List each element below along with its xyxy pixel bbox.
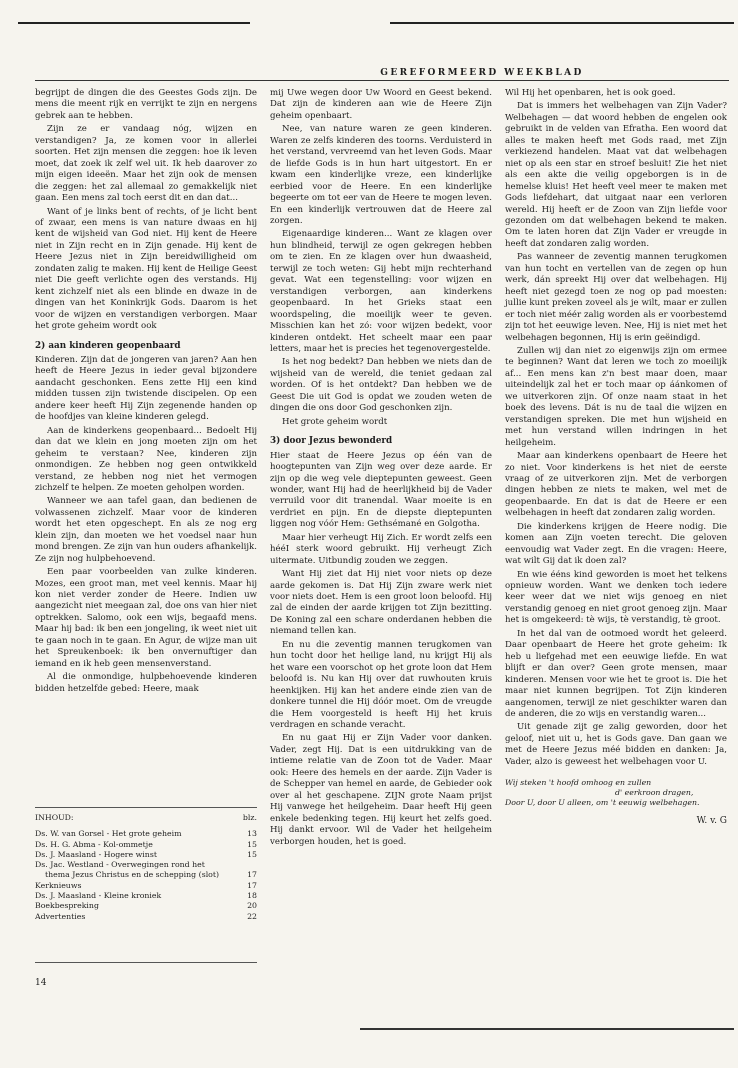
- paragraph: En wie ééns kind geworden is moet het telkens opnieuw worden. Want we denken toch iedere keer weer dat we niet wijs genoeg en niet verstandig genoeg en niet groot genoeg zijn. Maar het is omgekeerd: tè wijs, tè verstandig, tè groot.: [505, 569, 727, 626]
- paragraph: Uit genade zijt ge zalig geworden, door het geloof, niet uit u, het is Gods gave. Dan gaan we met de Heere Jezus méé bidden en danken: Ja, Vader, alzo is geweest het welbehagen voor U.: [505, 722, 727, 767]
- toc-entry: Boekbespreking 20: [35, 901, 257, 911]
- paragraph: Pas wanneer de zeventig mannen terugkomen van hun tocht en vertellen van de zegen op hun werk, dán spreekt Hij over dat welbehagen. Hij heeft niet gezegd toen ze nog op pad moesten: jullie kunt preken zoveel als je wilt, maar er zullen er toch niet méér zalig worden als er voorbestemd zijn tot het eeuwige leven. Nee, Hij is niet met het welbehagen begonnen, Hij is erin geëindigd.: [505, 252, 727, 343]
- paragraph: begrijpt de dingen die des Geestes Gods zijn. De mens die meent rijk en verrijkt te zijn en nergens gebrek aan te hebben.: [35, 88, 257, 121]
- toc-entry: thema Jezus Christus en de schepping (slot) 17: [45, 870, 257, 880]
- toc-entry: Ds. W. van Gorsel - Het grote geheim 13: [35, 829, 257, 839]
- top-rule-gap: [250, 21, 390, 25]
- paragraph: Maar hier verheugt Hij Zich. Er wordt zelfs een hééI sterk woord gebruikt. Hij verheugt Zich uitermate. Uitbundig zouden we zeggen.: [270, 532, 492, 566]
- paragraph: Zijn ze er vandaag nóg, wijzen en verstandigen? Ja, ze komen voor in allerlei soorten. Het zijn mensen die zeggen: hoe ik leven moet, dat zoek ik zelf wel uit. Ik heb daarover zo mijn eigen ideeën. Maar het zijn ook de mensen die zeggen: het zal allemaal zo gemakkelijk niet gaan. Een mens zal toch eerst dit en dan dat...: [35, 124, 257, 204]
- paragraph: Kinderen. Zijn dat de jongeren van jaren? Aan hen heeft de Heere Jezus in ieder geval bijzondere aandacht geschonken. Eens zette Hij een kind midden tussen zijn twistende discipelen. Op een andere keer heeft Hij Zijn zegenende handen op de hoofdjes van kleine kinderen gelegd.: [35, 354, 257, 423]
- paragraph: Is het nog bedekt? Dan hebben we niets dan de wijsheid van de wereld, die teniet gedaan zal worden. Of is het ontdekt? Dan hebben we de Geest Die uit God is opdat we zouden weten de dingen die ons door God geschonken zijn.: [270, 357, 492, 414]
- paragraph: En nu gaat Hij er Zijn Vader voor danken. Vader, zegt Hij. Dat is een uitdrukking van de intieme relatie van de Zoon tot de Vader. Maar ook: Heere des hemels en der aarde. Zijn Vader is de Schepper van hemel en aarde, de Gebieder ook over al het geschapene. ZIJN grote Naam prijst Hij vanwege het heilgeheim. Daar heeft Hij geen enkele bedenking tegen. Hij keurt het zelfs goed. Hij dankt ervoor. Wil de Vader het heilgeheim verborgen houden, het is goed.: [270, 733, 492, 847]
- paragraph: Die kinderkens krijgen de Heere nodig. Die komen aan Zijn voeten terecht. Die geloven eenvoudig wat Vader zegt. En die vragen: Heere, wat wilt Gij dat ik doen zal?: [505, 521, 727, 567]
- section-heading-3: 3) door Jezus bewonderd: [270, 436, 393, 447]
- paragraph: mij Uwe wegen door Uw Woord en Geest bekend. Dat zijn de kinderen aan wie de Heere Zijn geheim openbaart.: [270, 88, 492, 121]
- paragraph: Zullen wij dan niet zo eigenwijs zijn om ermee te beginnen? Want dat leren we toch zo moeilijk af... Een mens kan z'n best maar doen, maar uiteindelijk zal het er toch maar op áánkomen of we uitverkoren zijn. Of onze naam staat in het boek des levens. Dát is nu de taal die wijzen en verstandigen spreken. Die met hun wijsheid en met hun verstand willen indringen in het heilgeheim.: [505, 345, 727, 448]
- column-1: [35, 88, 257, 695]
- running-header: GEREFORMEERD WEEKBLAD: [380, 68, 584, 78]
- paragraph: Hier staat de Heere Jezus op één van de hoogtepunten van Zijn weg over deze aarde. Er zijn op die weg vele dieptepunten geweest. Geen wonder, want Hij had de heerlijkheid bij de Vader verruild voor dit tranendal. Waar moeite is en verdriet en pijn. En de diepste dieptepunten liggen nog vóór Hem: Gethsémané en Golgotha.: [270, 450, 492, 530]
- verse-quote: [505, 778, 727, 808]
- paragraph: Een paar voorbeelden van zulke kinderen. Mozes, een groot man, met veel kennis. Maar hij kon niet verder zonder de Heere. Indien uw aangezicht niet meegaan zal, doe ons van hier niet optrekken. Salomo, ook een wijs, begaafd mens. Maar hij bad: ik ben een jongeling, ik weet niet uit te gaan noch in te gaan. En Agur, de wijze man uit het Spreukenboek: ik ben onvernuftiger dan iemand en ik heb geen mensenverstand.: [35, 567, 257, 669]
- bottom-rule: [360, 1028, 734, 1030]
- paragraph: In het dal van de ootmoed wordt het geleerd. Daar openbaart de Heere het grote geheim: Ik heb u liefgehad met een eeuwige liefde. En wat blijft er dan over? Geen grote mensen, maar kinderen. Mensen voor wie het te groot is. Die het maar niet kunnen begrijpen. Tot Zijn kinderen aangenomen, terwijl ze niet geschikter waren dan de anderen, die zo wijs en verstandig waren...: [505, 628, 727, 720]
- paragraph: Nee, van nature waren ze geen kinderen. Waren ze zelfs kinderen des toorns. Verduisterd in het verstand, vervreemd van het leven Gods. Maar de liefde Gods is in hun hart uitgestort. En er kwam een kinderlijke vreze, een kinderlijke eerbied voor de Heere. En een kinderlijke begeerte om tot eer van de Heere te mogen leven. En een kinderlijk vertrouwen dat de Heere zal zorgen.: [270, 124, 492, 226]
- toc-title: INHOUD:: [35, 813, 74, 822]
- paragraph: Aan de kinderkens geopenbaard... Bedoelt Hij dan dat we klein en jong moeten zijn om het geheim te verstaan? Nee, kinderen zijn onmondigen. Ze hebben nog geen ontwikkeld verstand, ze hebben nog niet het vermogen zichzelf te helpen. Ze moeten geholpen worden.: [35, 425, 257, 493]
- column-3: [505, 88, 727, 828]
- paragraph: Eigenaardige kinderen... Want ze klagen over hun blindheid, terwijl ze ogen gekregen hebben om te zien. En ze klagen over hun dwaasheid, terwijl ze toch weten: Gij hebt mijn rechterhand gevat. Wat een tegenstelling: voor wijzen en verstandigen verborgen, aan kinderkens geopenbaard. In het Grieks staat een woordspeling, die moeilijk weer te geven. Misschien kan het zó: voor wijzen bedekt, voor kinderen ontdekt. Het scheelt maar een paar letters, maar het is precies het tegenovergestelde.: [270, 229, 492, 354]
- toc-entry: Ds. Jac. Westland - Overwegingen rond het: [35, 860, 205, 870]
- toc-bottom-rule: [35, 962, 257, 963]
- toc-page-label: blz.: [242, 813, 257, 822]
- verse-line: Wij steken 't hoofd omhoog en zullen: [505, 778, 652, 788]
- verse-line: d' eerkroon dragen,: [615, 788, 694, 798]
- paragraph: Maar aan kinderkens openbaart de Heere het zo niet. Voor kinderkens is het niet de eerste vraag of ze uitverkoren zijn. Met de verborgen dingen hebben ze niets te maken, wel met de geopenbaarde. En dat is dat de Heere er een welbehagen in heeft dat zondaren zalig worden.: [505, 451, 727, 519]
- toc-top-rule: [35, 807, 257, 808]
- paragraph: Het grote geheim wordt: [282, 416, 388, 427]
- toc-entry: Ds. H. G. Abma - Kol-ommetje 15: [35, 839, 257, 849]
- toc-entry: Ds. J. Maasland - Hogere winst 15: [35, 849, 257, 859]
- toc-entry: Ds. J. Maasland - Kleine kroniek 18: [35, 891, 257, 901]
- paragraph: En nu die zeventig mannen terugkomen van hun tocht door het heilige land, nu krijgt Hij als het ware een voorschot op het grote loon dat Hem beloofd is. Nu kan Hij over dat ruwhouten kruis heenkijken. Hij kan het andere einde zien van de donkere tunnel die Hij dóór moet. Om de vreugde die Hem voorgesteld is heeft Hij het kruis verdragen en schande veracht.: [270, 639, 492, 731]
- paragraph: Wil Hij het openbaren, het is ook goed.: [505, 88, 676, 98]
- toc-header: [35, 813, 257, 823]
- paragraph: Dat is immers het welbehagen van Zijn Vader? Welbehagen — dat woord hebben de engelen ook gebruikt in de velden van Efratha. Een woord dat alles te maken heeft met Gods raad, met Zijn verkiezend handelen. Maat vat dat welbehagen niet op als een star en stroef besluit! Zie het niet als een akte die veilig opgeborgen is in de hemelse kluis! Het heeft veel meer te maken met Gods liefdehart, dat uitgaat naar een verloren wereld. Hij heeft er de Zoon van Zijn liefde voor gezonden om dat welbehagen bekend te maken. Om te laten horen dat Zijn Vader er vreugde in heeft dat zondaren zalig worden.: [505, 101, 727, 249]
- toc-entry: Advertenties 22: [35, 911, 257, 921]
- section-heading-2: 2) aan kinderen geopenbaard: [35, 340, 181, 351]
- toc-entry: Kerknieuws 17: [35, 880, 257, 890]
- paragraph: Wanneer we aan tafel gaan, dan bedienen de volwassenen zichzelf. Maar voor de kinderen wordt het eten opgeschept. En als ze nog erg klein zijn, dan moeten we het voedsel naar hun mond brengen. Ze zijn van hun ouders afhankelijk. Ze zijn nog hulpbehoevend.: [35, 496, 257, 564]
- paragraph: Want of je links bent of rechts, of je licht bent of zwaar, een mens is van nature dwaas en hij kent de wijsheid van God niet. Hij kent de Heere niet in Zijn recht en in Zijn genade. Hij kent de Heere Jezus niet in Zijn bereidwilligheid om zondaten zalig te maken. Hij kent de Heilige Geest niet Die geeft verlichte ogen des verstands. Hij kent zichzelf niet als een blinde en dwaze in de dingen van het Koninkrijk Gods. Daarom is het voor de wijzen en verstandigen verborgen. Maar het grote geheim wordt ook: [35, 206, 257, 332]
- paragraph: Want Hij ziet dat Hij niet voor niets op deze aarde gekomen is. Dat Hij Zijn zware werk niet voor niets doet. Hem is een groot loon beloofd. Hij zal de einden der aarde krijgen tot Zijn bezitting. De Koning zal een schare onderdanen hebben die niemand tellen kan.: [270, 569, 492, 637]
- header-rule: [35, 80, 729, 81]
- column-2: [270, 88, 492, 848]
- verse-line: Door U, door U alleen, om 't eeuwig welbehagen.: [505, 798, 700, 808]
- author-signature: W. v. G: [696, 816, 727, 827]
- paragraph: Al die onmondige, hulpbehoevende kinderen bidden hetzelfde gebed: Heere, maak: [35, 672, 257, 694]
- table-of-contents: [35, 813, 257, 922]
- page-number: 14: [35, 978, 47, 988]
